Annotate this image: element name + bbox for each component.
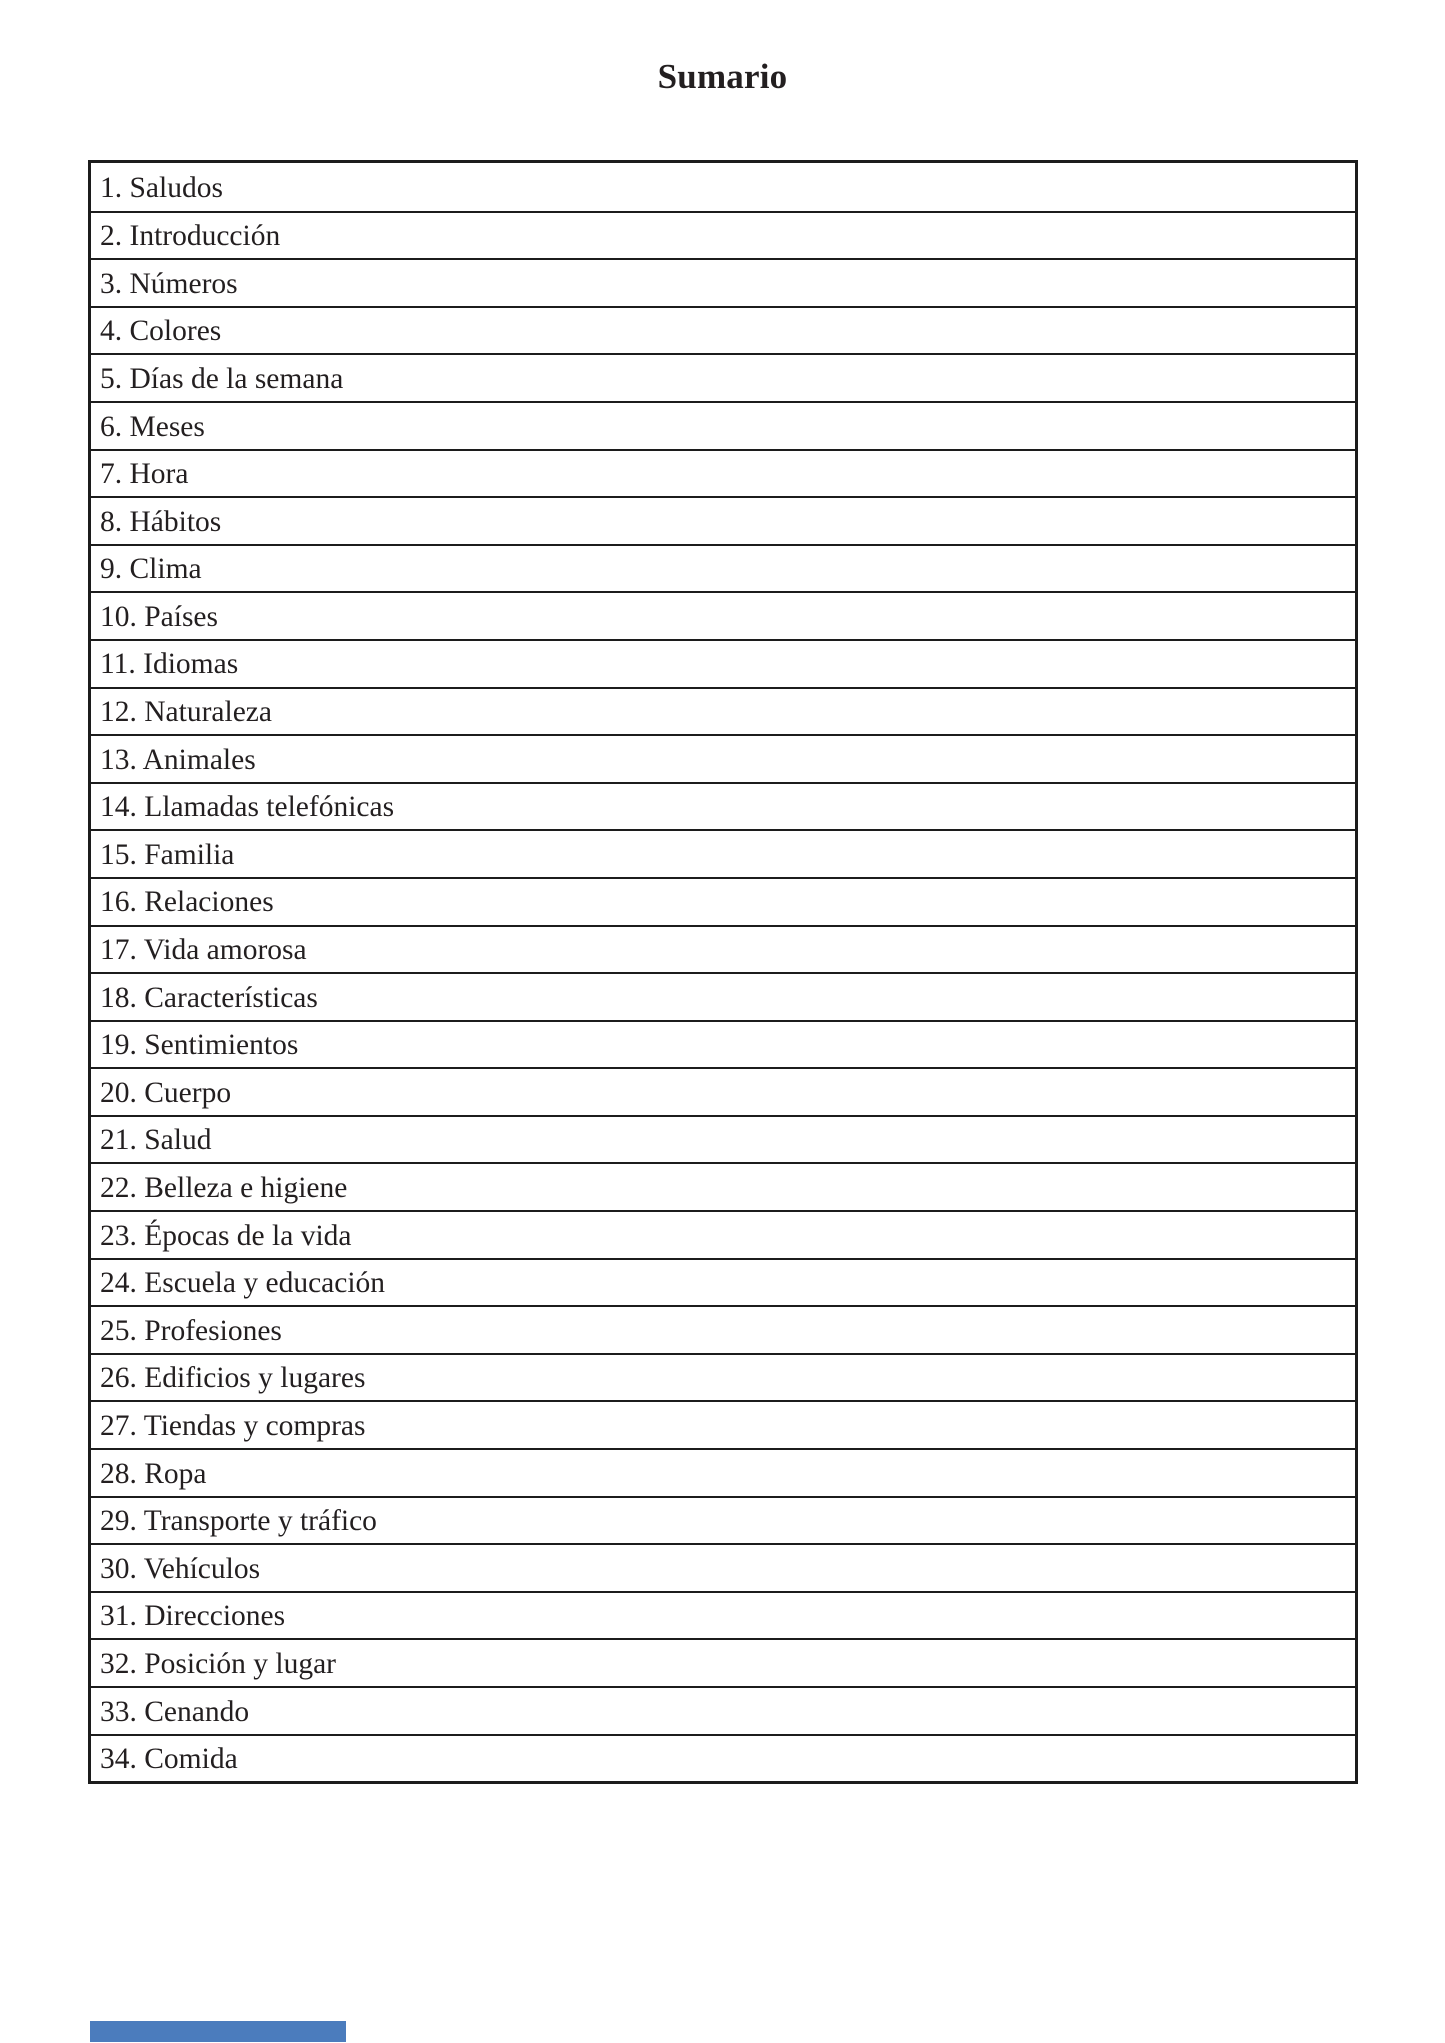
toc-row <box>91 544 1355 592</box>
toc-row <box>91 782 1355 830</box>
toc-row <box>91 1210 1355 1258</box>
toc-row <box>91 258 1355 306</box>
toc-row <box>91 1496 1355 1544</box>
toc-row <box>91 1448 1355 1496</box>
toc-row <box>91 353 1355 401</box>
toc-item-label: 4. Colores <box>100 315 222 348</box>
footer-accent-bar <box>90 2021 346 2042</box>
toc-item-label: 27. Tiendas y compras <box>100 1409 366 1442</box>
toc-row <box>91 639 1355 687</box>
toc-item-label: 34. Comida <box>100 1743 238 1776</box>
toc-row <box>91 306 1355 354</box>
toc-item-label: 26. Edificios y lugares <box>100 1362 366 1395</box>
toc-item-label: 9. Clima <box>100 553 202 586</box>
toc-item-label: 28. Ropa <box>100 1457 207 1490</box>
toc-item-label: 21. Salud <box>100 1124 212 1157</box>
toc-row <box>91 449 1355 497</box>
toc-item-label: 25. Profesiones <box>100 1314 282 1347</box>
toc-item-label: 18. Características <box>100 981 318 1014</box>
toc-item-label: 31. Direcciones <box>100 1600 286 1633</box>
toc-item-label: 12. Naturaleza <box>100 696 272 729</box>
toc-row <box>91 1353 1355 1401</box>
toc-row <box>91 1543 1355 1591</box>
toc-item-label: 5. Días de la semana <box>100 362 344 395</box>
toc-item-label: 29. Transporte y tráfico <box>100 1505 377 1538</box>
toc-row <box>91 1162 1355 1210</box>
toc-item-label: 11. Idiomas <box>100 648 239 681</box>
toc-item-label: 14. Llamadas telefónicas <box>100 791 395 824</box>
toc-row <box>91 1591 1355 1639</box>
toc-table <box>88 160 1358 1784</box>
page-title: Sumario <box>657 57 788 96</box>
toc-item-label: 7. Hora <box>100 458 189 491</box>
toc-item-label: 10. Países <box>100 600 218 633</box>
toc-item-label: 22. Belleza e higiene <box>100 1172 348 1205</box>
toc-row <box>91 734 1355 782</box>
toc-row <box>91 1400 1355 1448</box>
toc-row <box>91 687 1355 735</box>
toc-item-label: 1. Saludos <box>100 171 223 204</box>
toc-item-label: 24. Escuela y educación <box>100 1267 386 1300</box>
toc-item-label: 2. Introducción <box>100 220 281 253</box>
toc-item-label: 6. Meses <box>100 410 205 443</box>
toc-item-label: 3. Números <box>100 267 238 300</box>
toc-item-label: 32. Posición y lugar <box>100 1647 336 1680</box>
toc-item-label: 16. Relaciones <box>100 886 274 919</box>
toc-row <box>91 829 1355 877</box>
toc-item-label: 8. Hábitos <box>100 505 222 538</box>
toc-row <box>91 1020 1355 1068</box>
toc-item-label: 19. Sentimientos <box>100 1029 299 1062</box>
toc-row <box>91 211 1355 259</box>
toc-row <box>91 1638 1355 1686</box>
toc-row <box>91 163 1355 211</box>
toc-row <box>91 877 1355 925</box>
toc-item-label: 17. Vida amorosa <box>100 934 307 967</box>
toc-row <box>91 1305 1355 1353</box>
toc-row <box>91 401 1355 449</box>
toc-item-label: 20. Cuerpo <box>100 1076 232 1109</box>
toc-row <box>91 1115 1355 1163</box>
toc-item-label: 30. Vehículos <box>100 1552 261 1585</box>
toc-row <box>91 925 1355 973</box>
toc-row <box>91 591 1355 639</box>
toc-row <box>91 1734 1355 1782</box>
toc-row <box>91 1067 1355 1115</box>
toc-item-label: 15. Familia <box>100 838 235 871</box>
toc-item-label: 13. Animales <box>100 743 256 776</box>
toc-row <box>91 1686 1355 1734</box>
toc-row <box>91 1258 1355 1306</box>
toc-item-label: 33. Cenando <box>100 1695 250 1728</box>
toc-row <box>91 496 1355 544</box>
toc-row <box>91 972 1355 1020</box>
toc-item-label: 23. Épocas de la vida <box>100 1219 352 1252</box>
